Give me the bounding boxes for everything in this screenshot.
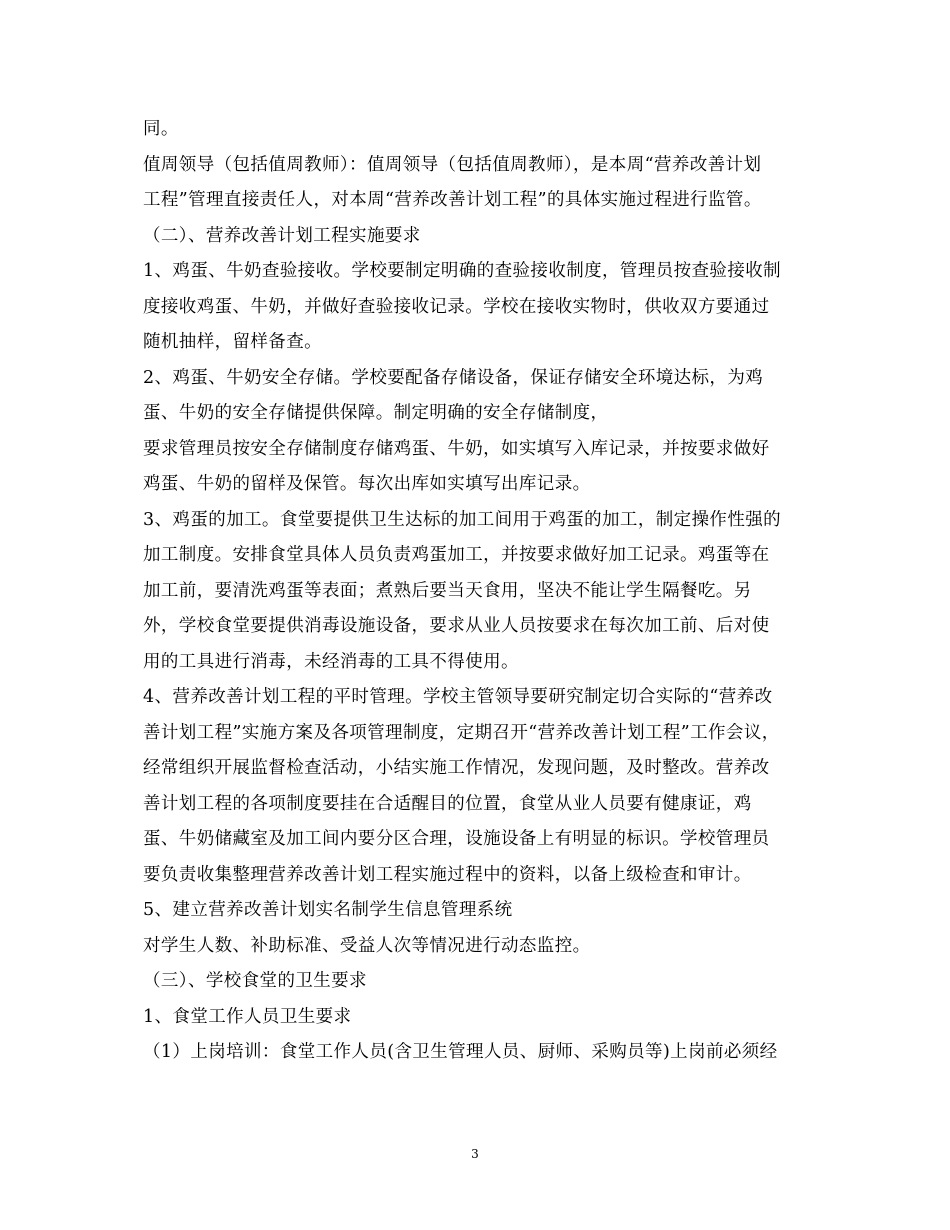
text-line: （三）、学校食堂的卫生要求 — [143, 971, 367, 991]
text-line: 要负责收集整理营养改善计划工程实施过程中的资料，以备上级检查和审计。 — [143, 864, 752, 885]
text-line: 1、鸡蛋、牛奶查验接收。学校要制定明确的查验接收制度，管理员按查验接收制 — [143, 261, 782, 281]
text-line: 经常组织开展监督检查活动，小结实施工作情况，发现问题，及时整改。营养改 — [143, 758, 770, 778]
text-line: 2、鸡蛋、牛奶安全存储。学校要配备存储设备，保证存储安全环境达标，为鸡 — [143, 367, 764, 388]
text-line: 3、鸡蛋的加工。食堂要提供卫生达标的加工间用于鸡蛋的加工，制定操作性强的 — [143, 509, 782, 530]
text-line: 外，学校食堂要提供消毒设施设备，要求从业人员按要求在每次加工前、后对使 — [143, 616, 770, 636]
text-line: 加工前，要清洗鸡蛋等表面；煮熟后要当天食用，坚决不能让学生隔餐吃。另 — [143, 580, 752, 601]
text-line: 值周领导（包括值周教师）：值周领导（包括值周教师），是本周“营养改善计划 — [143, 154, 762, 175]
text-line: 蛋、牛奶的安全存储提供保障。制定明确的安全存储制度， — [143, 403, 609, 423]
text-line: 善计划工程”实施方案及各项管理制度，定期召开“营养改善计划工程”工作会议， — [143, 722, 780, 743]
text-line: 随机抽样，留样备查。 — [143, 332, 322, 352]
text-line: 4、营养改善计划工程的平时管理。学校主管领导要研究制定切合实际的“营养改 — [143, 687, 773, 707]
page-number: 3 — [471, 1147, 479, 1161]
text-line: （1）上岗培训：食堂工作人员(含卫生管理人员、厨师、采购员等)上岗前必须经 — [143, 1042, 778, 1062]
text-line: 5、建立营养改善计划实名制学生信息管理系统 — [143, 900, 513, 920]
text-line: 1、食堂工作人员卫生要求 — [143, 1006, 352, 1027]
text-line: 蛋、牛奶储藏室及加工间内要分区合理，设施设备上有明显的标识。学校管理员 — [143, 829, 770, 849]
text-line: 加工制度。安排食堂具体人员负责鸡蛋加工，并按要求做好加工记录。鸡蛋等在 — [143, 545, 770, 565]
text-line: 要求管理员按安全存储制度存储鸡蛋、牛奶，如实填写入库记录，并按要求做好 — [143, 438, 770, 459]
text-line: 鸡蛋、牛奶的留样及保管。每次出库如实填写出库记录。 — [143, 474, 591, 494]
text-line: 善计划工程的各项制度要挂在合适醒目的位置，食堂从业人员要有健康证，鸡 — [143, 793, 752, 814]
text-line: 对学生人数、补助标准、受益人次等情况进行动态监控。 — [143, 935, 591, 956]
text-line: （二）、营养改善计划工程实施要求 — [143, 225, 421, 246]
text-line: 度接收鸡蛋、牛奶，并做好查验接收记录。学校在接收实物时，供收双方要通过 — [143, 296, 770, 317]
text-line: 用的工具进行消毒，未经消毒的工具不得使用。 — [143, 651, 519, 672]
document-body — [143, 112, 813, 1071]
text-line: 工程”管理直接责任人，对本周“营养改善计划工程”的具体实施过程进行监管。 — [143, 190, 762, 210]
text-line: 同。 — [143, 119, 179, 139]
